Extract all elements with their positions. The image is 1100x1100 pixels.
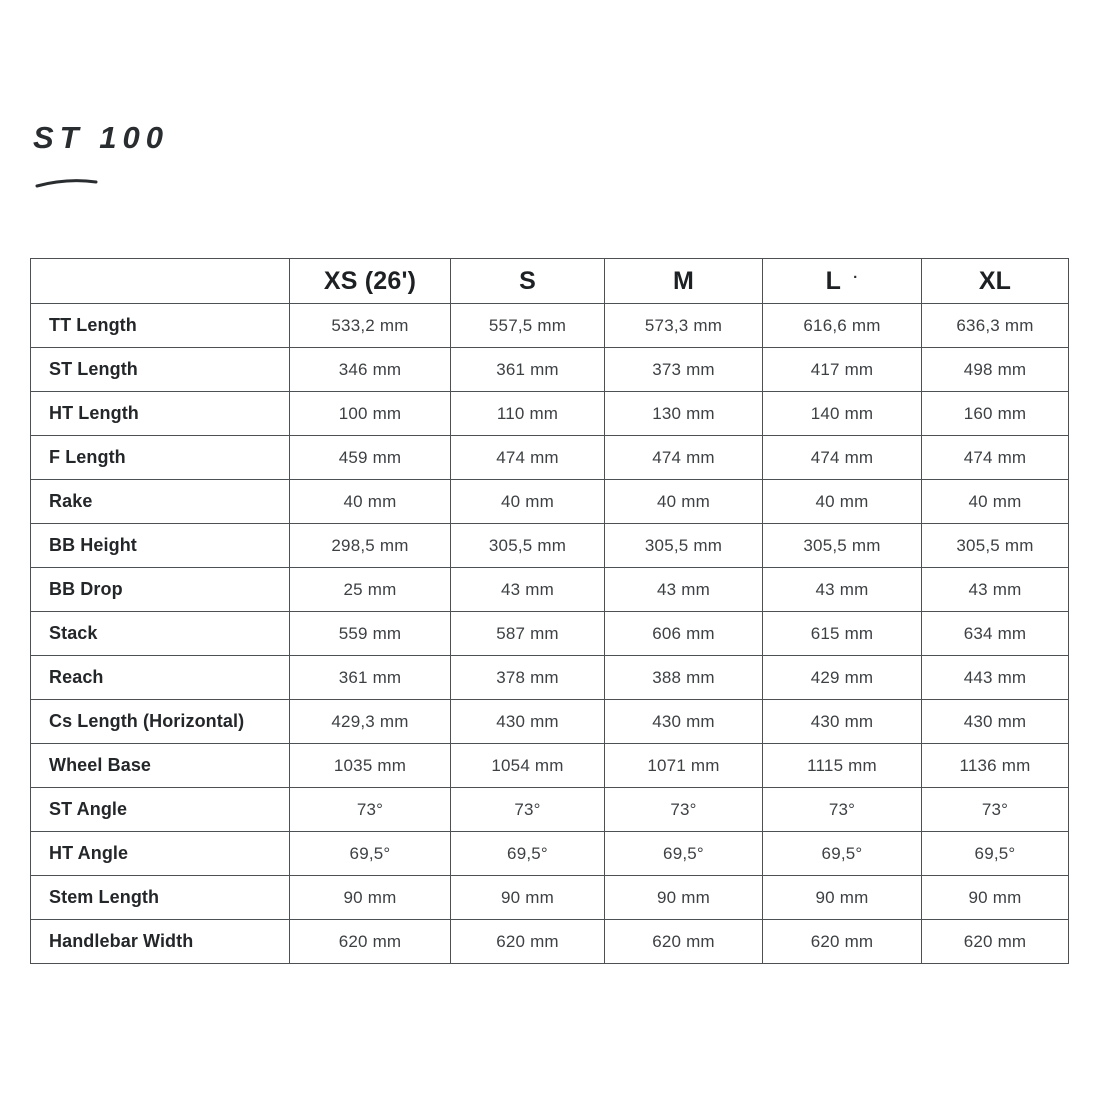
cell-l: 43 mm bbox=[763, 568, 922, 612]
cell-l: 620 mm bbox=[763, 920, 922, 964]
cell-xl: 305,5 mm bbox=[922, 524, 1069, 568]
cell-xl: 498 mm bbox=[922, 348, 1069, 392]
cell-s: 305,5 mm bbox=[451, 524, 605, 568]
cell-m: 430 mm bbox=[605, 700, 763, 744]
cell-xl: 620 mm bbox=[922, 920, 1069, 964]
cell-xl: 73° bbox=[922, 788, 1069, 832]
table-row bbox=[31, 612, 1069, 656]
row-label: Wheel Base bbox=[31, 744, 290, 788]
table-row bbox=[31, 920, 1069, 964]
col-header-xl: XL bbox=[922, 259, 1069, 304]
cell-l: 90 mm bbox=[763, 876, 922, 920]
cell-l: 140 mm bbox=[763, 392, 922, 436]
cell-xs: 429,3 mm bbox=[290, 700, 451, 744]
cell-m: 40 mm bbox=[605, 480, 763, 524]
cell-l: 616,6 mm bbox=[763, 304, 922, 348]
cell-xl: 160 mm bbox=[922, 392, 1069, 436]
cell-l: 1115 mm bbox=[763, 744, 922, 788]
cell-m: 620 mm bbox=[605, 920, 763, 964]
table-row bbox=[31, 568, 1069, 612]
page-title: ST 100 bbox=[33, 120, 169, 155]
cell-s: 110 mm bbox=[451, 392, 605, 436]
cell-xl: 1136 mm bbox=[922, 744, 1069, 788]
table-row bbox=[31, 392, 1069, 436]
cell-s: 1054 mm bbox=[451, 744, 605, 788]
cell-s: 73° bbox=[451, 788, 605, 832]
table-row bbox=[31, 744, 1069, 788]
cell-xs: 90 mm bbox=[290, 876, 451, 920]
cell-m: 90 mm bbox=[605, 876, 763, 920]
cell-xl: 474 mm bbox=[922, 436, 1069, 480]
cell-l: 69,5° bbox=[763, 832, 922, 876]
cell-m: 1071 mm bbox=[605, 744, 763, 788]
table-row bbox=[31, 524, 1069, 568]
cell-s: 90 mm bbox=[451, 876, 605, 920]
table-row bbox=[31, 480, 1069, 524]
cell-s: 587 mm bbox=[451, 612, 605, 656]
cell-m: 373 mm bbox=[605, 348, 763, 392]
row-label: Stack bbox=[31, 612, 290, 656]
table-row bbox=[31, 788, 1069, 832]
row-label: Handlebar Width bbox=[31, 920, 290, 964]
cell-l: 474 mm bbox=[763, 436, 922, 480]
row-label: ST Length bbox=[31, 348, 290, 392]
cell-m: 69,5° bbox=[605, 832, 763, 876]
row-label: Rake bbox=[31, 480, 290, 524]
cell-xs: 298,5 mm bbox=[290, 524, 451, 568]
cell-xs: 40 mm bbox=[290, 480, 451, 524]
cell-s: 69,5° bbox=[451, 832, 605, 876]
cell-l: 429 mm bbox=[763, 656, 922, 700]
cell-s: 474 mm bbox=[451, 436, 605, 480]
row-label: HT Length bbox=[31, 392, 290, 436]
table-header bbox=[31, 259, 1069, 304]
geometry-table-container bbox=[30, 258, 1068, 964]
table-body bbox=[31, 304, 1069, 964]
cell-xl: 43 mm bbox=[922, 568, 1069, 612]
cell-xl: 69,5° bbox=[922, 832, 1069, 876]
table-row bbox=[31, 700, 1069, 744]
cell-l: 430 mm bbox=[763, 700, 922, 744]
table-row bbox=[31, 348, 1069, 392]
row-label: ST Angle bbox=[31, 788, 290, 832]
l-header-dot: · bbox=[853, 268, 859, 286]
cell-m: 305,5 mm bbox=[605, 524, 763, 568]
table-row bbox=[31, 436, 1069, 480]
cell-s: 557,5 mm bbox=[451, 304, 605, 348]
col-header-empty bbox=[31, 259, 290, 304]
cell-m: 43 mm bbox=[605, 568, 763, 612]
cell-m: 388 mm bbox=[605, 656, 763, 700]
cell-s: 378 mm bbox=[451, 656, 605, 700]
cell-l: 615 mm bbox=[763, 612, 922, 656]
table-row bbox=[31, 832, 1069, 876]
geometry-table bbox=[30, 258, 1069, 964]
row-label: HT Angle bbox=[31, 832, 290, 876]
row-label: F Length bbox=[31, 436, 290, 480]
col-header-s: S bbox=[451, 259, 605, 304]
cell-xs: 346 mm bbox=[290, 348, 451, 392]
cell-m: 73° bbox=[605, 788, 763, 832]
cell-xl: 430 mm bbox=[922, 700, 1069, 744]
cell-l: 417 mm bbox=[763, 348, 922, 392]
cell-m: 573,3 mm bbox=[605, 304, 763, 348]
cell-m: 474 mm bbox=[605, 436, 763, 480]
col-header-m: M bbox=[605, 259, 763, 304]
cell-m: 130 mm bbox=[605, 392, 763, 436]
row-label: Stem Length bbox=[31, 876, 290, 920]
row-label: BB Height bbox=[31, 524, 290, 568]
cell-s: 361 mm bbox=[451, 348, 605, 392]
cell-l: 73° bbox=[763, 788, 922, 832]
cell-xl: 90 mm bbox=[922, 876, 1069, 920]
cell-xs: 69,5° bbox=[290, 832, 451, 876]
title-underline-swoosh bbox=[35, 176, 99, 190]
cell-l: 40 mm bbox=[763, 480, 922, 524]
cell-xl: 636,3 mm bbox=[922, 304, 1069, 348]
cell-xl: 40 mm bbox=[922, 480, 1069, 524]
row-label: Cs Length (Horizontal) bbox=[31, 700, 290, 744]
cell-xs: 459 mm bbox=[290, 436, 451, 480]
row-label: TT Length bbox=[31, 304, 290, 348]
col-header-l bbox=[763, 259, 922, 304]
cell-xs: 361 mm bbox=[290, 656, 451, 700]
cell-xl: 443 mm bbox=[922, 656, 1069, 700]
cell-xs: 559 mm bbox=[290, 612, 451, 656]
table-row bbox=[31, 304, 1069, 348]
cell-m: 606 mm bbox=[605, 612, 763, 656]
cell-l: 305,5 mm bbox=[763, 524, 922, 568]
cell-s: 40 mm bbox=[451, 480, 605, 524]
table-row bbox=[31, 876, 1069, 920]
row-label: BB Drop bbox=[31, 568, 290, 612]
row-label: Reach bbox=[31, 656, 290, 700]
col-header-l-label: L bbox=[825, 266, 842, 295]
cell-s: 43 mm bbox=[451, 568, 605, 612]
cell-xs: 1035 mm bbox=[290, 744, 451, 788]
cell-xl: 634 mm bbox=[922, 612, 1069, 656]
table-row bbox=[31, 656, 1069, 700]
col-header-xs: XS (26') bbox=[290, 259, 451, 304]
header-row bbox=[31, 259, 1069, 304]
cell-s: 620 mm bbox=[451, 920, 605, 964]
cell-xs: 25 mm bbox=[290, 568, 451, 612]
cell-xs: 73° bbox=[290, 788, 451, 832]
cell-xs: 620 mm bbox=[290, 920, 451, 964]
cell-s: 430 mm bbox=[451, 700, 605, 744]
cell-xs: 100 mm bbox=[290, 392, 451, 436]
cell-xs: 533,2 mm bbox=[290, 304, 451, 348]
